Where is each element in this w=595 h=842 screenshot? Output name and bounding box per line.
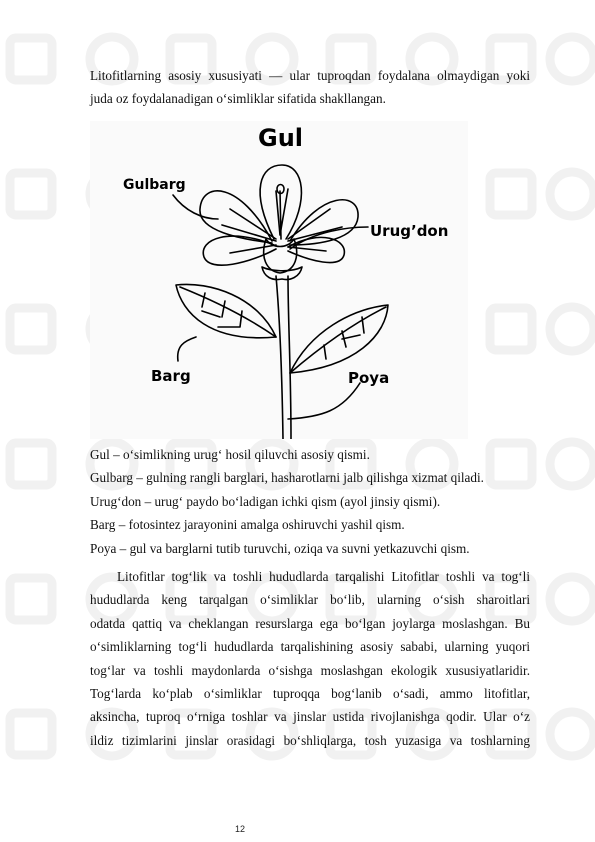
page-number: 12 [234, 824, 245, 834]
definition-list [90, 443, 530, 560]
paragraph-line: tog‘lar va toshli maydonlarda o‘sishga moslashgan ekologik xususiyatlaridir. [90, 662, 530, 678]
definition-item: Gul – o‘simlikning urug‘ hosil qiluvchi asosiy qismi. [90, 447, 370, 462]
definition-item: Gulbarg – gulning rangli barglari, hasharotlarni jalb qilishga xizmat qiladi. [90, 470, 484, 486]
paragraph-line: odatda qattiq va cheklangan resurslarga ega bo‘lgan joylarga moslashgan. Bu [90, 615, 530, 631]
paragraph-line: Tog‘larda ko‘plab o‘simliklar tuproqqa bog‘lanib o‘sadi, ammo litofitlar, [90, 686, 530, 702]
flower-diagram [90, 121, 468, 439]
definition-item: Poya – gul va barglarni tutib turuvchi, oziqa va suvni yetkazuvchi qism. [90, 540, 470, 556]
paragraph-line: hududlarda keng tarqalgan o‘simliklar bo‘lib, ularning o‘sish sharoitlari [90, 592, 530, 608]
label-stem: Poya [348, 369, 390, 387]
definition-item: Barg – fotosintez jarayonini amalga oshiruvchi yashil qism. [90, 517, 405, 533]
paragraph-line: o‘simliklarning tog‘li hududlarda tarqalishining asosiy sababi, ularning yuqori [90, 639, 530, 655]
label-ovule: Urug’don [370, 222, 449, 240]
intro-line: Litofitlarning asosiy xususiyati — ular tuproqdan foydalana olmaydigan yoki [90, 68, 530, 83]
definition-item: Urug‘don – urug‘ paydo bo‘ladigan ichki qism (ayol jinsiy qismi). [90, 493, 441, 509]
label-leaf: Barg [151, 367, 191, 385]
intro-text [90, 64, 530, 111]
figure-title: Gul [258, 124, 304, 152]
label-petal: Gulbarg [123, 177, 186, 193]
intro-line: juda oz foydalanadigan o‘simliklar sifatida shakllangan. [90, 91, 386, 107]
paragraph-line: Litofitlar tog‘lik va toshli hududlarda tarqalishi Litofitlar toshli va tog‘li [117, 569, 530, 584]
paragraph-line: ildiz tizimlarini jinslar orasidagi bo‘shliqlarga, tosh yuzasiga va toshlarning [90, 732, 530, 748]
paragraph-line: aksincha, tuproq o‘rniga toshlar va jinslar ustida rivojlanishga qodir. Ular o‘z [90, 709, 530, 725]
body-paragraph [90, 565, 530, 752]
